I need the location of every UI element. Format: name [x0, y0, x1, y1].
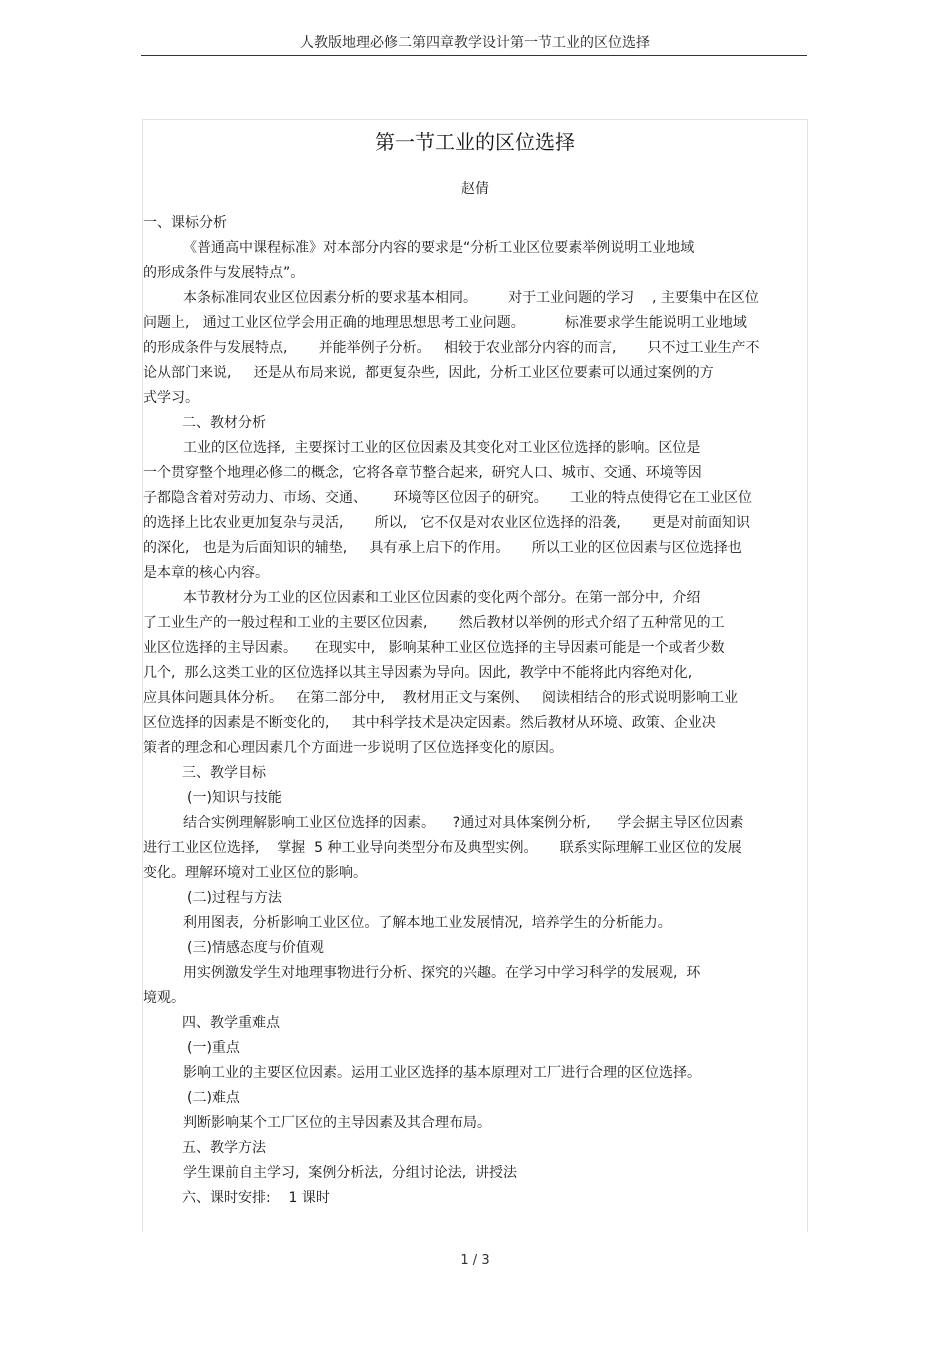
text-line: 策者的理念和心理因素几个方面进一步说明了区位选择变化的原因。	[143, 740, 563, 756]
text-line: 六、课时安排: 1 课时	[182, 1190, 330, 1206]
text-line: 境观。	[143, 990, 185, 1006]
text-line: 判断影响某个工厂区位的主导因素及其合理布局。	[183, 1115, 491, 1131]
text-line: 是本章的核心内容。	[143, 565, 269, 581]
document-title: 第一节工业的区位选择	[375, 130, 575, 154]
text-line: 二、教材分析	[182, 415, 266, 431]
text-line: 影响工业的主要区位因素。运用工业区选择的基本原理对工厂进行合理的区位选择。	[183, 1065, 701, 1081]
text-line: (一)重点	[187, 1040, 240, 1056]
text-line: 四、教学重难点	[182, 1015, 280, 1031]
text-line: 区位选择的因素是不断变化的, 其中科学技术是决定因素。然后教材从环境、政策、企业决	[143, 715, 716, 731]
text-line: 应具体问题具体分析。 在第二部分中, 教材用正文与案例、 阅读相结合的形式说明影响工业	[143, 690, 738, 706]
page-number: 1 / 3	[460, 1253, 490, 1268]
text-line: 《普通高中课程标准》对本部分内容的要求是“分析工业区位要素举例说明工业地域	[183, 240, 695, 256]
text-line: 论从部门来说, 还是从布局来说, 都更复杂些, 因此, 分析工业区位要素可以通过案例的方	[143, 365, 714, 381]
text-line: (二)难点	[187, 1090, 240, 1106]
text-line: 问题上, 通过工业区位学会用正确的地理思想思考工业问题。 标准要求学生能说明工业地域	[143, 315, 747, 331]
text-line: 的形成条件与发展特点, 并能举例子分析。 相较于农业部分内容的而言, 只不过工业生产不	[143, 340, 760, 356]
running-header: 人教版地理必修二第四章教学设计第一节工业的区位选择	[300, 35, 650, 51]
text-line: 的形成条件与发展特点”。	[143, 265, 305, 281]
text-line: 业区位选择的主导因素。 在现实中, 影响某种工业区位选择的主导因素可能是一个或者少数	[143, 640, 725, 656]
text-line: 子都隐含着对劳动力、市场、交通、 环境等区位因子的研究。 工业的特点使得它在工业区位	[143, 490, 752, 506]
text-line: 结合实例理解影响工业区位选择的因素。 ?通过对具体案例分析, 学会据主导区位因素	[183, 815, 744, 831]
text-line: (二)过程与方法	[187, 890, 282, 906]
text-line: 一、课标分析	[143, 215, 227, 231]
header-divider	[141, 55, 807, 56]
text-line: 变化。理解环境对工业区位的影响。	[143, 865, 367, 881]
text-line: 利用图表, 分析影响工业区位。了解本地工业发展情况, 培养学生的分析能力。	[183, 915, 672, 931]
text-line: 本条标准同农业区位因素分析的要求基本相同。 对于工业问题的学习 , 主要集中在区位	[183, 290, 759, 306]
document-author: 赵倩	[461, 181, 489, 197]
text-line: 五、教学方法	[182, 1140, 266, 1156]
text-line: 学生课前自主学习, 案例分析法, 分组讨论法, 讲授法	[183, 1165, 518, 1181]
text-line: 的深化, 也是为后面知识的辅垫, 具有承上启下的作用。 所以工业的区位因素与区位选择也	[143, 540, 742, 556]
text-line: 几个, 那么这类工业的区位选择以其主导因素为导向。因此, 教学中不能将此内容绝对化,	[143, 665, 693, 681]
text-line: 三、教学目标	[182, 765, 266, 781]
text-line: (三)情感态度与价值观	[187, 940, 324, 956]
text-line: 进行工业区位选择, 掌握 5 种工业导向类型分布及典型实例。 联系实际理解工业区位的发展	[143, 840, 742, 856]
text-line: 一个贯穿整个地理必修二的概念, 它将各章节整合起来, 研究人口、城市、交通、环境等因	[143, 465, 702, 481]
text-line: 的选择上比农业更加复杂与灵活, 所以, 它不仅是对农业区位选择的沿袭, 更是对前面知识	[143, 515, 751, 531]
text-line: 本节教材分为工业的区位因素和工业区位因素的变化两个部分。在第一部分中, 介绍	[183, 590, 701, 606]
text-line: 式学习。	[143, 390, 199, 406]
text-line: 用实例激发学生对地理事物进行分析、探究的兴趣。在学习中学习科学的发展观, 环	[183, 965, 701, 981]
text-line: 工业的区位选择, 主要探讨工业的区位因素及其变化对工业区位选择的影响。区位是	[183, 440, 701, 456]
text-line: 了工业生产的一般过程和工业的主要区位因素, 然后教材以举例的形式介绍了五种常见的工	[143, 615, 725, 631]
text-line: (一)知识与技能	[187, 790, 282, 806]
